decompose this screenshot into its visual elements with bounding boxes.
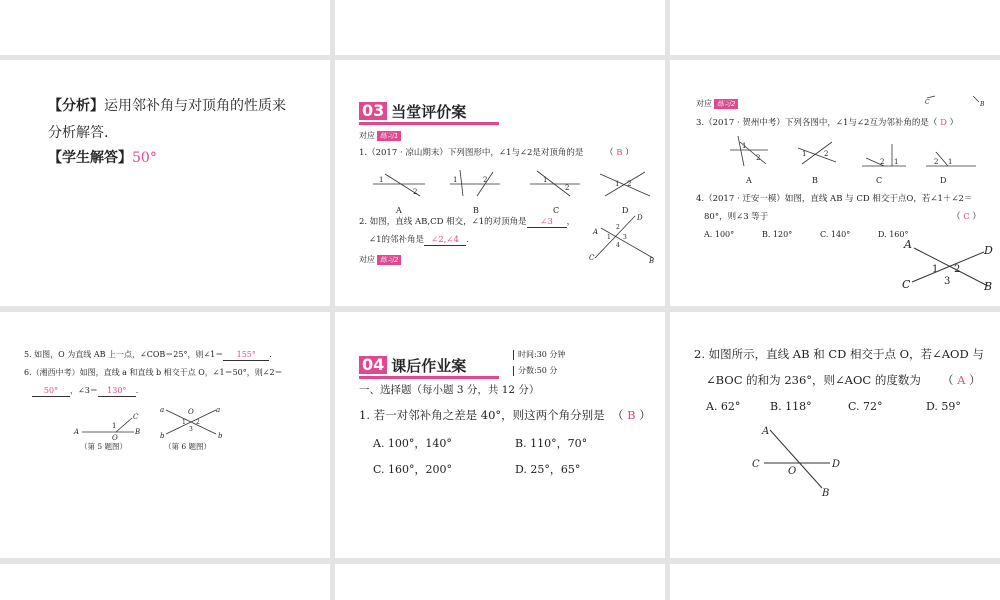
- section-heading: 一、选择题（每小题 3 分，共 12 分）: [359, 384, 540, 396]
- fig-5: [72, 412, 142, 440]
- q4-fig-d: D: [984, 244, 993, 257]
- fig5-angle-1: 1: [112, 422, 117, 430]
- analysis-line-1: 【分析】运用邻补角与对顶角的性质来: [48, 98, 286, 114]
- q1-label-b: B: [473, 206, 479, 215]
- fig-6: [156, 404, 226, 440]
- q2-option-d: D. 59°: [926, 400, 961, 413]
- q4-fig-a: A: [904, 238, 912, 251]
- fig6-a-top: a: [160, 406, 165, 414]
- banner-title: 当堂评价案: [391, 102, 467, 121]
- time-limit: 时间:30 分钟: [513, 350, 565, 360]
- q2-fig-a: A: [762, 426, 770, 437]
- svg-text:1: 1: [543, 176, 548, 184]
- q2-fig-o: O: [788, 466, 797, 477]
- practice-tag-2: 对应 练习2: [359, 254, 401, 265]
- practice-tag: 对应 练习1: [359, 130, 401, 141]
- q2-option-c: C. 72°: [848, 400, 883, 413]
- svg-text:3: 3: [623, 234, 627, 241]
- svg-text:B: B: [980, 101, 985, 108]
- svg-text:4: 4: [616, 242, 620, 249]
- q4-fig-c: C: [902, 278, 911, 291]
- hw-option-d: D. 25°，65°: [515, 463, 581, 476]
- score-limit: 分数:50 分: [513, 366, 557, 376]
- q2-line-2: ∠BOC 的和为 236°，则∠AOC 的度数为: [706, 373, 921, 387]
- svg-text:1: 1: [453, 176, 458, 184]
- q2-fig-b: B: [649, 257, 655, 264]
- svg-text:3: 3: [944, 276, 951, 287]
- fig5-c: C: [133, 413, 139, 421]
- homework-question-1-answer: （ B ）: [612, 408, 651, 422]
- q1-label-c: C: [553, 206, 560, 215]
- svg-text:C: C: [925, 99, 930, 106]
- analysis-line-2: 分析解答.: [48, 125, 109, 141]
- svg-text:1: 1: [607, 234, 611, 241]
- slide-q2-angle-sum: [670, 312, 1000, 558]
- section-banner: [359, 100, 499, 122]
- svg-text:2: 2: [934, 158, 939, 166]
- fig6-o: O: [188, 408, 194, 416]
- q2-fig-c: C: [589, 254, 595, 262]
- q1-label-d: D: [622, 206, 629, 215]
- svg-text:2: 2: [756, 154, 761, 162]
- q1-label-a: A: [396, 206, 402, 215]
- question-1: 1.（2017 · 凉山期末）下列图形中，∠1与∠2是对顶角的是: [359, 148, 584, 158]
- caption-fig-6: （第 6 题图）: [164, 442, 212, 451]
- q4-figure: [900, 238, 996, 294]
- question-1-answer: （ B ）: [605, 148, 634, 158]
- slide-bottom-left: [0, 564, 330, 600]
- homework-banner-title: 课后作业案: [391, 356, 467, 375]
- q2-fig-d: D: [832, 459, 841, 470]
- slide-homework: [335, 312, 665, 558]
- slide-bottom-middle: [335, 564, 665, 600]
- q3-label-d: D: [940, 176, 947, 185]
- q3-figures: [726, 134, 996, 174]
- student-answer-line: 【学生解答】50°: [48, 150, 157, 166]
- q2-option-a: A. 62°: [706, 400, 741, 413]
- q2-option-b: B. 118°: [770, 400, 812, 413]
- question-2-line-2: ∠1的邻补角是 ∠2,∠4 .: [369, 235, 469, 245]
- svg-text:2: 2: [483, 176, 488, 184]
- question-6-line-2: 50° ，∠3＝ 130° .: [32, 386, 138, 397]
- fig6-b-right: b: [218, 432, 223, 440]
- q2-fig-d: D: [637, 214, 643, 222]
- svg-text:2: 2: [413, 188, 418, 196]
- q2-line-1: 2. 如图所示，直线 AB 和 CD 相交于点 O，若∠AOD 与: [694, 347, 984, 361]
- q4-option-b: B. 120°: [762, 230, 793, 239]
- hw-option-c: C. 160°，200°: [373, 463, 453, 476]
- svg-text:1: 1: [894, 158, 899, 166]
- question-4-line-2: 80°，则∠3 等于: [704, 212, 769, 222]
- svg-text:1: 1: [182, 419, 186, 426]
- hw-option-b: B. 110°，70°: [515, 437, 588, 450]
- slide-bottom-right: [670, 564, 1000, 600]
- homework-banner: [359, 354, 499, 376]
- caption-fig-5: （第 5 题图）: [80, 442, 128, 451]
- carryover-figure: [925, 94, 985, 108]
- q4-option-a: A. 100°: [704, 230, 735, 239]
- question-5: 5. 如图，O 为直线 AB 上一点，∠COB＝25°，则∠1＝ 155° .: [24, 350, 272, 359]
- hw-option-a: A. 100°，140°: [373, 437, 452, 450]
- q2-figure: [587, 212, 659, 264]
- fig5-o: O: [112, 434, 118, 440]
- fig5-a: A: [74, 428, 80, 436]
- slide-class-evaluation: [335, 60, 665, 306]
- q1-figures: [365, 166, 655, 208]
- slide-top-right: [670, 0, 1000, 55]
- question-4-line-1: 4.（2017 · 迁安一模）如图，直线 AB 与 CD 相交于点O，若∠1＋∠2＝: [696, 194, 973, 204]
- slide-q5-q6: [0, 312, 330, 558]
- homework-question-1: 1. 若一对邻补角之差是 40°，则这两个角分别是: [359, 408, 605, 422]
- slide-adjacent-angles: [670, 60, 1000, 306]
- svg-text:3: 3: [189, 426, 193, 433]
- q2-fig-b: B: [822, 488, 830, 499]
- fig6-b-left: b: [160, 432, 165, 440]
- q4-fig-b: B: [984, 280, 993, 293]
- q3-label-b: B: [812, 176, 818, 185]
- svg-text:2: 2: [616, 224, 620, 231]
- svg-text:2: 2: [954, 264, 961, 275]
- q2-angle-figure: [750, 422, 850, 500]
- q2-fig-a: A: [593, 228, 599, 236]
- svg-text:1: 1: [802, 150, 807, 158]
- svg-text:2: 2: [627, 180, 632, 188]
- svg-text:2: 2: [824, 150, 829, 158]
- fig6-a-right: a: [216, 406, 221, 414]
- q2-fig-c: C: [752, 459, 760, 470]
- svg-text:1: 1: [948, 158, 953, 166]
- fig5-b: B: [135, 428, 141, 436]
- svg-text:1: 1: [379, 176, 384, 184]
- svg-text:1: 1: [615, 180, 620, 188]
- question-3: 3.（2017 · 贺州中考）下列各图中，∠1与∠2互为邻补角的是（ D ）: [696, 118, 959, 128]
- svg-text:1: 1: [742, 142, 747, 150]
- banner-number: 03: [359, 102, 387, 120]
- svg-text:2: 2: [565, 184, 570, 192]
- slide-top-left: [0, 0, 330, 55]
- question-2-line-1: 2. 如图，直线 AB,CD 相交，∠1的对顶角是 ∠3 ，: [359, 217, 576, 227]
- question-4-answer: （ C ）: [952, 212, 981, 222]
- homework-banner-number: 04: [359, 356, 387, 374]
- practice-tag-3: 对应 练习2: [696, 98, 738, 109]
- question-6-line-1: 6.（湘西中考）如图，直线 a 和直线 b 相交于点 O，∠1＝50°，则∠2＝: [24, 368, 283, 377]
- q4-option-d: D. 160°: [878, 230, 909, 239]
- q4-option-c: C. 140°: [820, 230, 851, 239]
- slide-analysis: [0, 60, 330, 306]
- q3-label-c: C: [876, 176, 883, 185]
- svg-text:1: 1: [932, 264, 939, 275]
- slide-top-middle: [335, 0, 665, 55]
- q2-answer: （ A ）: [942, 373, 981, 387]
- svg-text:2: 2: [196, 419, 200, 426]
- q3-label-a: A: [746, 176, 752, 185]
- svg-text:2: 2: [880, 158, 885, 166]
